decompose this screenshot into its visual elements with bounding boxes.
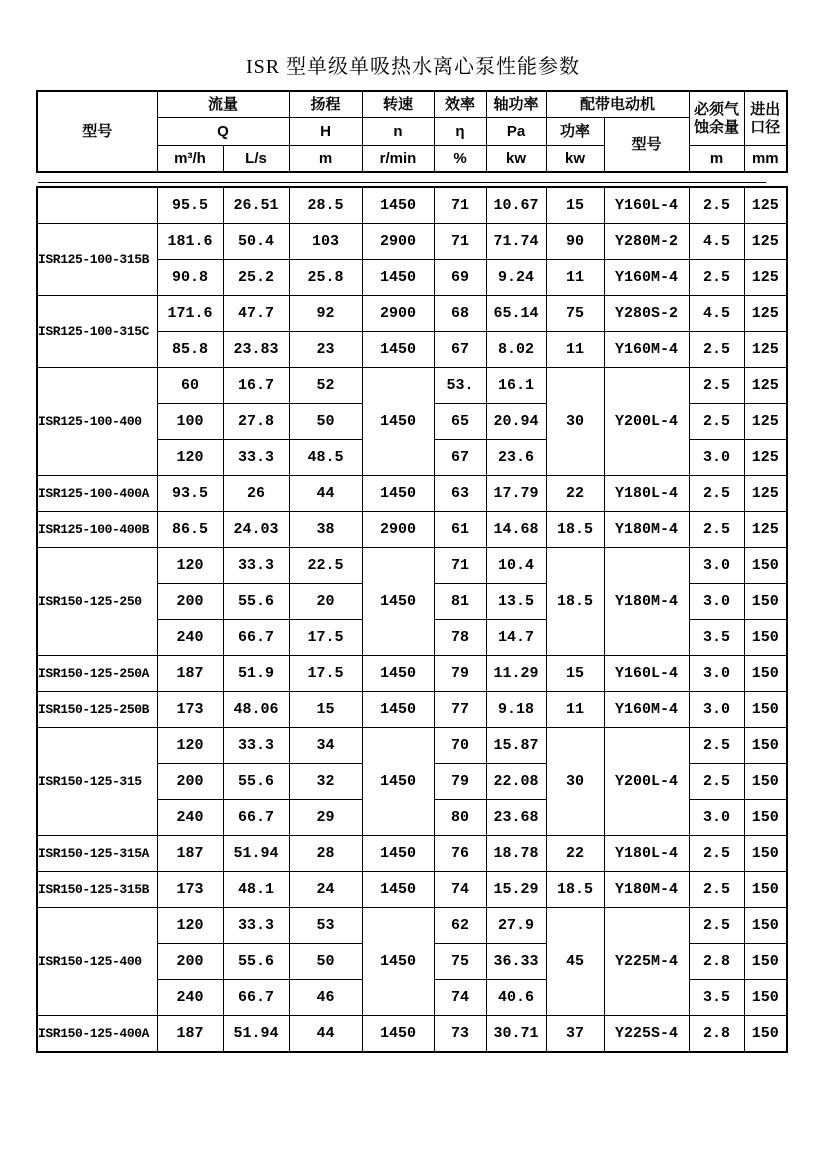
pump-model-cell: ISR150-125-250A — [37, 656, 157, 692]
cell-motor-model: Y180M-4 — [604, 548, 689, 656]
cell-bore: 125 — [744, 260, 787, 296]
cell-shaft-power: 36.33 — [486, 944, 546, 980]
cell-bore: 150 — [744, 692, 787, 728]
pump-model-cell: ISR150-125-315A — [37, 836, 157, 872]
cell-speed: 1450 — [362, 368, 434, 476]
cell-motor-model: Y225S-4 — [604, 1016, 689, 1053]
cell-head: 103 — [289, 224, 362, 260]
cell-motor-model: Y280S-2 — [604, 296, 689, 332]
cell-bore: 125 — [744, 224, 787, 260]
cell-efficiency: 79 — [434, 656, 486, 692]
cell-flow-ls: 26.51 — [223, 187, 289, 224]
header-flow: 流量 — [157, 91, 289, 118]
cell-bore: 150 — [744, 944, 787, 980]
cell-flow-ls: 33.3 — [223, 728, 289, 764]
cell-flow-m3h: 173 — [157, 692, 223, 728]
cell-speed: 1450 — [362, 872, 434, 908]
header-head-unit: m — [289, 146, 362, 173]
table-row — [37, 692, 787, 728]
cell-flow-m3h: 187 — [157, 1016, 223, 1053]
cell-bore: 150 — [744, 800, 787, 836]
cell-bore: 125 — [744, 512, 787, 548]
cell-shaft-power: 15.87 — [486, 728, 546, 764]
cell-head: 46 — [289, 980, 362, 1016]
cell-motor-power: 90 — [546, 224, 604, 260]
cell-flow-ls: 50.4 — [223, 224, 289, 260]
cell-efficiency: 80 — [434, 800, 486, 836]
cell-head: 28 — [289, 836, 362, 872]
cell-bore: 125 — [744, 404, 787, 440]
cell-shaft-power: 71.74 — [486, 224, 546, 260]
cell-npsh: 2.8 — [689, 1016, 744, 1053]
pump-model-cell: ISR125-100-400B — [37, 512, 157, 548]
cell-flow-ls: 47.7 — [223, 296, 289, 332]
cell-npsh: 2.5 — [689, 332, 744, 368]
cell-motor-model: Y160L-4 — [604, 187, 689, 224]
header-bore-line2: 口径 — [750, 118, 781, 136]
cell-speed: 1450 — [362, 548, 434, 656]
parameter-table-body — [36, 186, 788, 1053]
pump-model-cell: ISR150-125-250B — [37, 692, 157, 728]
cell-speed: 1450 — [362, 187, 434, 224]
header-speed-symbol: n — [362, 118, 434, 146]
cell-npsh: 2.5 — [689, 872, 744, 908]
cell-flow-ls: 25.2 — [223, 260, 289, 296]
cell-speed: 2900 — [362, 512, 434, 548]
cell-flow-m3h: 200 — [157, 584, 223, 620]
cell-efficiency: 63 — [434, 476, 486, 512]
cell-npsh: 3.5 — [689, 980, 744, 1016]
cell-motor-model: Y180M-4 — [604, 512, 689, 548]
cell-bore: 125 — [744, 296, 787, 332]
cell-motor-model: Y280M-2 — [604, 224, 689, 260]
table-row — [37, 728, 787, 764]
cell-shaft-power: 13.5 — [486, 584, 546, 620]
cell-efficiency: 62 — [434, 908, 486, 944]
cell-npsh: 2.5 — [689, 764, 744, 800]
cell-flow-m3h: 120 — [157, 908, 223, 944]
cell-speed: 1450 — [362, 260, 434, 296]
cell-head: 28.5 — [289, 187, 362, 224]
cell-motor-power: 45 — [546, 908, 604, 1016]
cell-motor-model: Y180M-4 — [604, 872, 689, 908]
header-shaft-power-unit: kw — [486, 146, 546, 173]
cell-bore: 125 — [744, 368, 787, 404]
cell-head: 34 — [289, 728, 362, 764]
cell-flow-ls: 48.06 — [223, 692, 289, 728]
cell-motor-model: Y160M-4 — [604, 332, 689, 368]
cell-head: 29 — [289, 800, 362, 836]
cell-motor-model: Y180L-4 — [604, 476, 689, 512]
cell-efficiency: 67 — [434, 440, 486, 476]
cell-motor-power: 18.5 — [546, 548, 604, 656]
pump-model-cell: ISR125-100-400 — [37, 368, 157, 476]
cell-motor-power: 22 — [546, 836, 604, 872]
cell-npsh: 2.5 — [689, 476, 744, 512]
header-head: 扬程 — [289, 91, 362, 118]
cell-flow-ls: 33.3 — [223, 908, 289, 944]
cell-flow-m3h: 240 — [157, 620, 223, 656]
cell-shaft-power: 65.14 — [486, 296, 546, 332]
cell-npsh: 4.5 — [689, 224, 744, 260]
cell-motor-power: 30 — [546, 728, 604, 836]
cell-bore: 150 — [744, 584, 787, 620]
cell-head: 52 — [289, 368, 362, 404]
cell-bore: 125 — [744, 332, 787, 368]
cell-efficiency: 53. — [434, 368, 486, 404]
cell-bore: 150 — [744, 872, 787, 908]
cell-flow-ls: 55.6 — [223, 764, 289, 800]
cell-motor-model: Y160M-4 — [604, 260, 689, 296]
cell-bore: 150 — [744, 728, 787, 764]
cell-head: 20 — [289, 584, 362, 620]
cell-npsh: 2.5 — [689, 836, 744, 872]
cell-head: 92 — [289, 296, 362, 332]
cell-motor-power: 22 — [546, 476, 604, 512]
cell-flow-m3h: 86.5 — [157, 512, 223, 548]
table-row — [37, 908, 787, 944]
cell-head: 50 — [289, 404, 362, 440]
pump-model-cell: ISR150-125-315B — [37, 872, 157, 908]
cell-efficiency: 61 — [434, 512, 486, 548]
cell-head: 32 — [289, 764, 362, 800]
cell-shaft-power: 20.94 — [486, 404, 546, 440]
cell-head: 50 — [289, 944, 362, 980]
cell-flow-ls: 66.7 — [223, 620, 289, 656]
cell-motor-power: 37 — [546, 1016, 604, 1053]
cell-flow-m3h: 100 — [157, 404, 223, 440]
cell-bore: 150 — [744, 908, 787, 944]
pump-model-cell: ISR150-125-315 — [37, 728, 157, 836]
cell-flow-ls: 33.3 — [223, 548, 289, 584]
cell-flow-ls: 66.7 — [223, 800, 289, 836]
cell-flow-ls: 27.8 — [223, 404, 289, 440]
cell-npsh: 2.5 — [689, 260, 744, 296]
cell-flow-m3h: 90.8 — [157, 260, 223, 296]
cell-efficiency: 71 — [434, 548, 486, 584]
cell-efficiency: 70 — [434, 728, 486, 764]
cell-head: 17.5 — [289, 656, 362, 692]
cell-shaft-power: 9.24 — [486, 260, 546, 296]
cell-motor-power: 11 — [546, 260, 604, 296]
table-row — [37, 187, 787, 224]
cell-shaft-power: 16.1 — [486, 368, 546, 404]
cell-npsh: 2.5 — [689, 908, 744, 944]
cell-npsh: 3.5 — [689, 620, 744, 656]
cell-flow-ls: 51.94 — [223, 1016, 289, 1053]
header-motor-power: 功率 — [546, 118, 604, 146]
cell-speed: 2900 — [362, 296, 434, 332]
cell-efficiency: 67 — [434, 332, 486, 368]
cell-motor-power: 30 — [546, 368, 604, 476]
cell-efficiency: 76 — [434, 836, 486, 872]
header-model: 型号 — [37, 91, 157, 172]
cell-efficiency: 75 — [434, 944, 486, 980]
cell-flow-m3h: 200 — [157, 944, 223, 980]
cell-bore: 125 — [744, 187, 787, 224]
cell-flow-m3h: 85.8 — [157, 332, 223, 368]
cell-speed: 1450 — [362, 332, 434, 368]
table-row — [37, 836, 787, 872]
table-row — [37, 224, 787, 260]
cell-motor-model: Y200L-4 — [604, 728, 689, 836]
header-npsh-line1: 必须气 — [694, 101, 740, 119]
cell-shaft-power: 23.68 — [486, 800, 546, 836]
cell-npsh: 2.5 — [689, 368, 744, 404]
header-shaft-power-symbol: Pa — [486, 118, 546, 146]
pump-model-cell: ISR125-100-315B — [37, 224, 157, 296]
cell-flow-ls: 16.7 — [223, 368, 289, 404]
cell-shaft-power: 30.71 — [486, 1016, 546, 1053]
cell-flow-m3h: 240 — [157, 800, 223, 836]
cell-shaft-power: 9.18 — [486, 692, 546, 728]
header-efficiency-symbol: η — [434, 118, 486, 146]
cell-flow-m3h: 120 — [157, 440, 223, 476]
table-row — [37, 368, 787, 404]
cell-efficiency: 71 — [434, 224, 486, 260]
cell-flow-m3h: 187 — [157, 656, 223, 692]
cell-head: 24 — [289, 872, 362, 908]
cell-flow-m3h: 171.6 — [157, 296, 223, 332]
cell-motor-model: Y160M-4 — [604, 692, 689, 728]
cell-motor-model: Y200L-4 — [604, 368, 689, 476]
cell-bore: 150 — [744, 980, 787, 1016]
cell-head: 48.5 — [289, 440, 362, 476]
cell-flow-ls: 48.1 — [223, 872, 289, 908]
cell-head: 17.5 — [289, 620, 362, 656]
cell-shaft-power: 14.7 — [486, 620, 546, 656]
cell-motor-model: Y180L-4 — [604, 836, 689, 872]
cell-efficiency: 79 — [434, 764, 486, 800]
parameter-table-header — [36, 90, 788, 173]
cell-bore: 150 — [744, 764, 787, 800]
cell-npsh: 2.5 — [689, 512, 744, 548]
cell-npsh: 4.5 — [689, 296, 744, 332]
cell-speed: 1450 — [362, 476, 434, 512]
cell-head: 38 — [289, 512, 362, 548]
cell-shaft-power: 23.6 — [486, 440, 546, 476]
cell-head: 23 — [289, 332, 362, 368]
cell-motor-model: Y160L-4 — [604, 656, 689, 692]
cell-shaft-power: 10.67 — [486, 187, 546, 224]
header-efficiency-unit: % — [434, 146, 486, 173]
cell-flow-ls: 23.83 — [223, 332, 289, 368]
cell-npsh: 3.0 — [689, 440, 744, 476]
header-bore-unit: mm — [744, 146, 787, 173]
cell-motor-power: 75 — [546, 296, 604, 332]
cell-efficiency: 81 — [434, 584, 486, 620]
cell-head: 15 — [289, 692, 362, 728]
cell-flow-m3h: 60 — [157, 368, 223, 404]
cell-motor-power: 15 — [546, 656, 604, 692]
cell-efficiency: 74 — [434, 872, 486, 908]
header-motor: 配带电动机 — [546, 91, 689, 118]
header-shaft-power: 轴功率 — [486, 91, 546, 118]
header-bore — [744, 91, 787, 146]
cell-flow-m3h: 173 — [157, 872, 223, 908]
cell-npsh: 2.5 — [689, 728, 744, 764]
cell-flow-m3h: 120 — [157, 548, 223, 584]
header-npsh-line2: 蚀余量 — [694, 118, 740, 136]
cell-flow-m3h: 187 — [157, 836, 223, 872]
cell-speed: 1450 — [362, 728, 434, 836]
cell-flow-ls: 51.94 — [223, 836, 289, 872]
cell-head: 44 — [289, 476, 362, 512]
cell-npsh: 2.5 — [689, 187, 744, 224]
cell-motor-model: Y225M-4 — [604, 908, 689, 1016]
cell-motor-power: 15 — [546, 187, 604, 224]
cell-shaft-power: 15.29 — [486, 872, 546, 908]
header-head-symbol: H — [289, 118, 362, 146]
cell-npsh: 3.0 — [689, 656, 744, 692]
cell-npsh: 2.5 — [689, 404, 744, 440]
cell-speed: 1450 — [362, 836, 434, 872]
cell-bore: 125 — [744, 476, 787, 512]
cell-flow-ls: 51.9 — [223, 656, 289, 692]
header-speed-unit: r/min — [362, 146, 434, 173]
cell-head: 22.5 — [289, 548, 362, 584]
cell-flow-m3h: 93.5 — [157, 476, 223, 512]
cell-efficiency: 65 — [434, 404, 486, 440]
cell-flow-ls: 24.03 — [223, 512, 289, 548]
pump-model-cell: ISR150-125-400 — [37, 908, 157, 1016]
table-row — [37, 548, 787, 584]
header-bore-line1: 进出 — [750, 101, 781, 119]
cell-flow-ls: 55.6 — [223, 944, 289, 980]
cell-bore: 150 — [744, 836, 787, 872]
table-row — [37, 512, 787, 548]
page-title: ISR 型单级单吸热水离心泵性能参数 — [245, 56, 581, 78]
cell-efficiency: 74 — [434, 980, 486, 1016]
cell-shaft-power: 17.79 — [486, 476, 546, 512]
header-npsh-unit: m — [689, 146, 744, 173]
pump-model-cell: ISR150-125-250 — [37, 548, 157, 656]
cell-efficiency: 78 — [434, 620, 486, 656]
cell-head: 44 — [289, 1016, 362, 1053]
cell-bore: 150 — [744, 1016, 787, 1053]
cell-efficiency: 77 — [434, 692, 486, 728]
cell-bore: 125 — [744, 440, 787, 476]
cell-efficiency: 71 — [434, 187, 486, 224]
cell-shaft-power: 14.68 — [486, 512, 546, 548]
cell-shaft-power: 18.78 — [486, 836, 546, 872]
header-efficiency: 效率 — [434, 91, 486, 118]
cell-speed: 1450 — [362, 692, 434, 728]
pump-model-cell: ISR150-125-400A — [37, 1016, 157, 1053]
pump-model-cell — [37, 187, 157, 224]
cell-shaft-power: 8.02 — [486, 332, 546, 368]
cell-motor-power: 18.5 — [546, 872, 604, 908]
cell-speed: 1450 — [362, 656, 434, 692]
table-row — [37, 872, 787, 908]
header-flow-unit-m3h: m³/h — [157, 146, 223, 173]
cell-npsh: 3.0 — [689, 548, 744, 584]
cell-npsh: 2.8 — [689, 944, 744, 980]
cell-efficiency: 73 — [434, 1016, 486, 1053]
header-flow-unit-ls: L/s — [223, 146, 289, 173]
cell-flow-ls: 66.7 — [223, 980, 289, 1016]
table-row — [37, 1016, 787, 1053]
cell-shaft-power: 27.9 — [486, 908, 546, 944]
cell-flow-ls: 26 — [223, 476, 289, 512]
header-motor-power-unit: kw — [546, 146, 604, 173]
cell-flow-m3h: 240 — [157, 980, 223, 1016]
cell-speed: 2900 — [362, 224, 434, 260]
cell-motor-power: 11 — [546, 692, 604, 728]
table-row — [37, 656, 787, 692]
cell-efficiency: 69 — [434, 260, 486, 296]
cell-speed: 1450 — [362, 1016, 434, 1053]
pump-model-cell: ISR125-100-400A — [37, 476, 157, 512]
cell-flow-ls: 33.3 — [223, 440, 289, 476]
cell-motor-power: 18.5 — [546, 512, 604, 548]
cell-npsh: 3.0 — [689, 692, 744, 728]
cell-shaft-power: 11.29 — [486, 656, 546, 692]
cell-head: 53 — [289, 908, 362, 944]
cell-motor-power: 11 — [546, 332, 604, 368]
pump-model-cell: ISR125-100-315C — [37, 296, 157, 368]
cell-flow-m3h: 181.6 — [157, 224, 223, 260]
cell-shaft-power: 40.6 — [486, 980, 546, 1016]
cell-shaft-power: 22.08 — [486, 764, 546, 800]
cell-flow-ls: 55.6 — [223, 584, 289, 620]
cell-speed: 1450 — [362, 908, 434, 1016]
table-split-divider-line — [38, 182, 766, 183]
cell-flow-m3h: 95.5 — [157, 187, 223, 224]
cell-bore: 150 — [744, 548, 787, 584]
cell-npsh: 3.0 — [689, 800, 744, 836]
header-speed: 转速 — [362, 91, 434, 118]
cell-shaft-power: 10.4 — [486, 548, 546, 584]
header-flow-symbol: Q — [157, 118, 289, 146]
cell-head: 25.8 — [289, 260, 362, 296]
table-row — [37, 296, 787, 332]
cell-bore: 150 — [744, 620, 787, 656]
cell-bore: 150 — [744, 656, 787, 692]
cell-flow-m3h: 200 — [157, 764, 223, 800]
header-npsh — [689, 91, 744, 146]
cell-npsh: 3.0 — [689, 584, 744, 620]
header-motor-model: 型号 — [604, 118, 689, 173]
table-row — [37, 476, 787, 512]
cell-efficiency: 68 — [434, 296, 486, 332]
cell-flow-m3h: 120 — [157, 728, 223, 764]
